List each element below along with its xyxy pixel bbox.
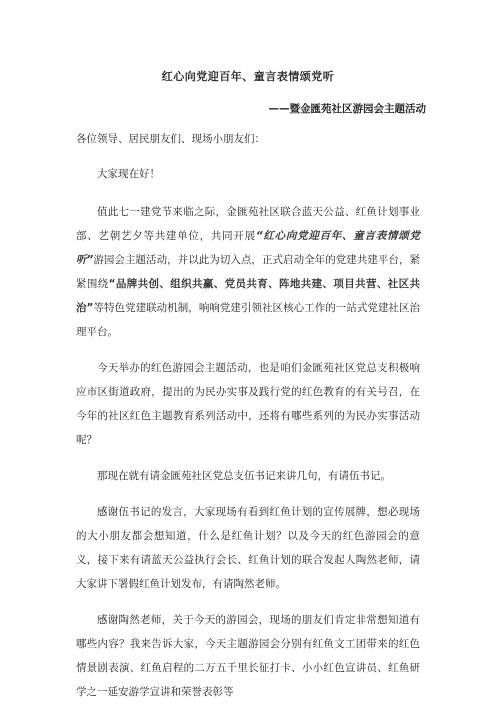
paragraph-thanks-secretary: 感谢伍书记的发言，大家现场有看到红鱼计划的宣传展牌，想必现场的大小朋友都会想知道，什么是红鱼计划？以及今天的红色游园会的意义，接下来有请蓝天公益执行会长、红鱼计划的联合发起人陶然老师，请大家讲下署假红鱼计划发布，有请陶然老师。	[76, 506, 420, 590]
activity-name-highlight: “红心向党迎百年、童言表情颂党听”	[76, 230, 420, 266]
paragraph-activity: 今天举办的红色游园会主题活动，也是咱们金匯苑社区党总支积极响应市区街道政府，提出的为民办实事及践行党的红色教育的有关号召，在今年的社区红色主题教育系列活动中，还将有哪些系列的为民办实事活动呢？	[76, 362, 420, 446]
mechanism-highlight: “品牌共创、组织共赢、党员共育、阵地共建、项目共营、社区共治”	[76, 278, 420, 314]
paragraph-intro-part-c: 游园会主题活动，并以此为切入点，正式启动全年的党建共建平台，紧紧围绕	[76, 254, 421, 290]
document-title: 红心向党迎百年、童言表情颂党听	[161, 70, 335, 83]
salutation: 各位领导、居民朋友们、现场小朋友们：	[76, 133, 265, 145]
paragraph-invite-secretary: 那现在就有请金匯苑社区党总支伍书记来讲几句，有请伍书记。	[97, 470, 391, 482]
paragraph-intro	[76, 200, 420, 344]
paragraph-intro-part-e: 等特色党建联动机制，响响党建引领社区核心工作的一站式党建社区治理平台。	[76, 302, 420, 338]
paragraph-thanks-teacher: 感谢陶然老师，关于今天的游园会，现场的朋友们肯定非常想知道有哪些内容？我来告诉大家，今天主题游园会分别有红鱼文工团带来的红色情景剧表演、红鱼启程的二万五千里长征打卡、小小红色宣讲员、红鱼研学之一延安游学宣讲和荣誉表彰等	[76, 614, 420, 698]
document-subtitle: ——暨金匯苑社区游园会主题活动	[268, 103, 426, 115]
paragraph-intro-part-a: 值此七一建党节来临之际，金匯苑社区联合蓝天公益、红鱼计划事业部、艺朝艺夕等共建单位，共同开展	[76, 206, 420, 242]
paragraph-greeting: 大家现在好！	[97, 168, 160, 180]
